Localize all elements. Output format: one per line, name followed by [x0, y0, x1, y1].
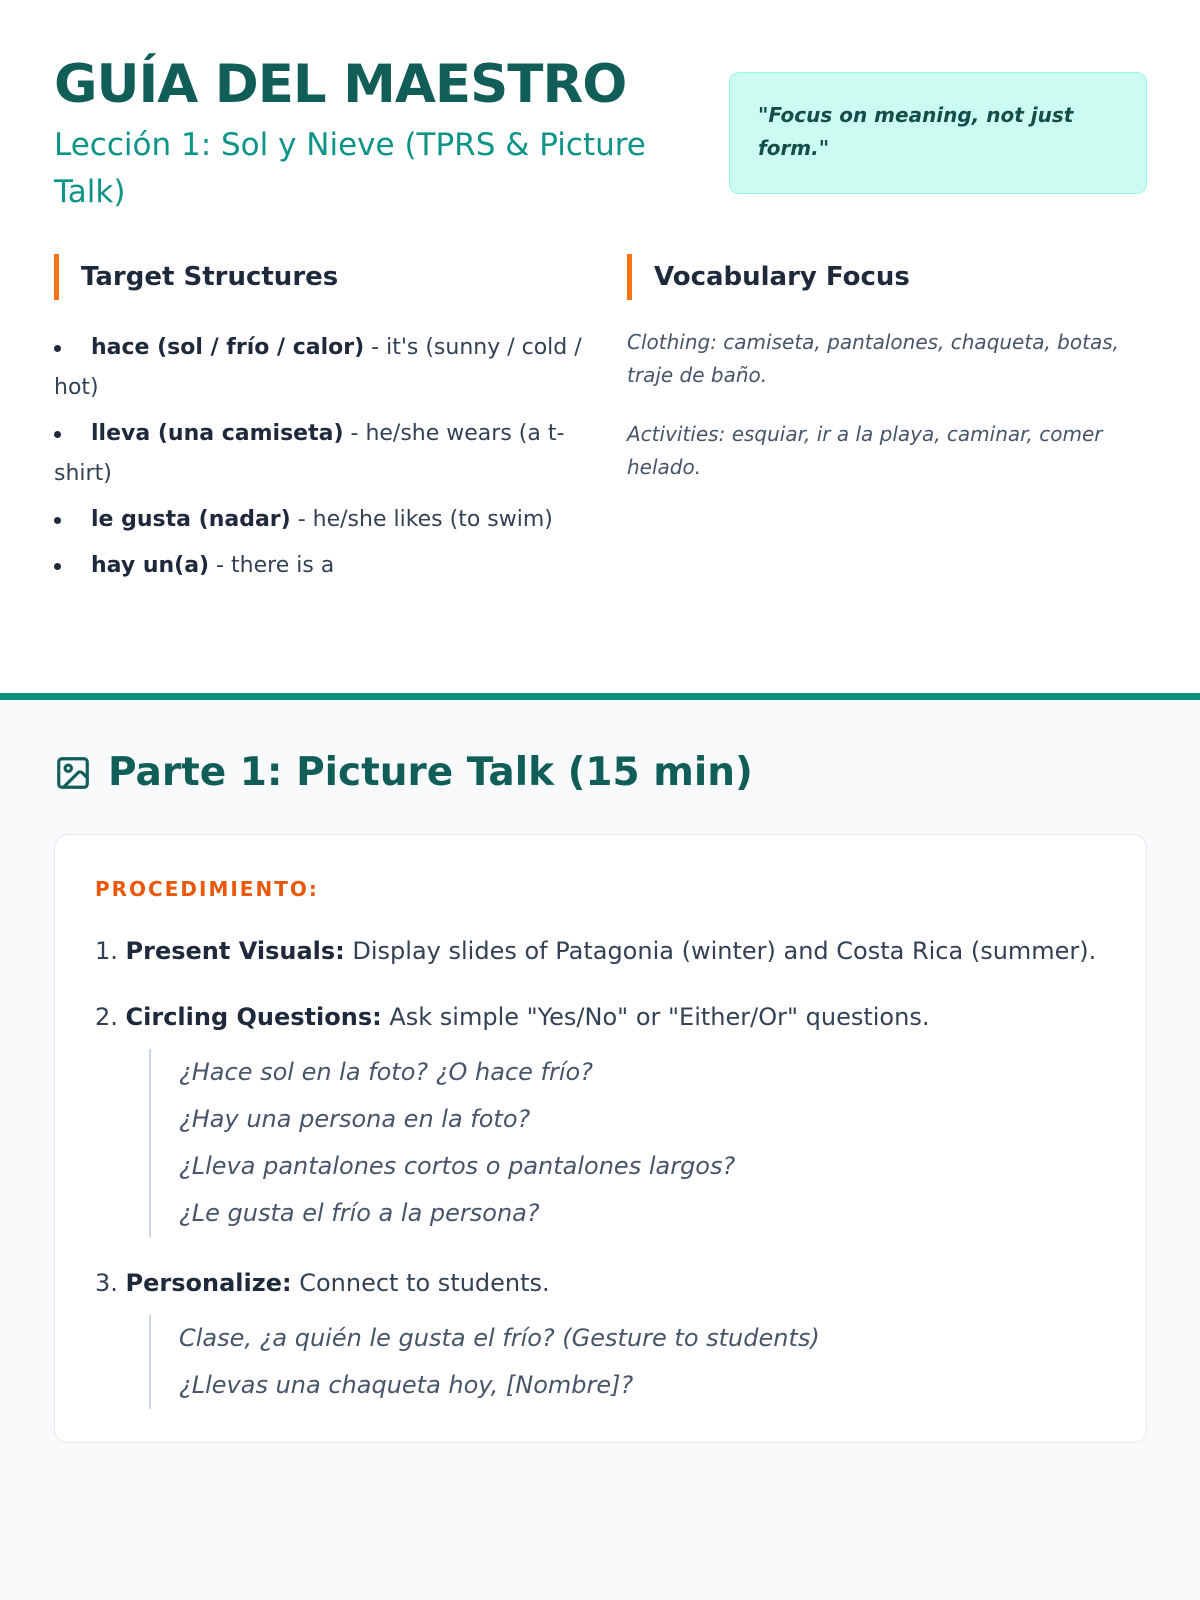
- step-text: Ask simple "Yes/No" or "Either/Or" questions.: [381, 1003, 930, 1031]
- structure-meaning: - it's (sunny / cold / hot): [54, 335, 582, 400]
- page-title: GUÍA DEL MAESTRO: [54, 54, 627, 115]
- circling-questions-list: [149, 1049, 1106, 1237]
- vocab-activities: Activities: esquiar, ir a la playa, caminar, comer helado.: [627, 422, 1103, 479]
- vocab-clothing: Clothing: camiseta, pantalones, chaqueta, botas, traje de baño.: [627, 330, 1119, 387]
- structure-term: hace (sol / frío / calor): [91, 335, 365, 360]
- section-divider: [0, 693, 1200, 700]
- question-item: Clase, ¿a quién le gusta el frío? (Gesture to students): [179, 1324, 820, 1352]
- structure-term: le gusta (nadar): [91, 507, 291, 532]
- part1-section: [0, 700, 1200, 1600]
- structure-meaning: - there is a: [209, 553, 335, 578]
- structure-term: lleva (una camiseta): [91, 421, 344, 446]
- step-number: 3.: [95, 1269, 126, 1297]
- list-item: [54, 328, 594, 408]
- vocabulary-focus-heading: Vocabulary Focus: [627, 254, 910, 300]
- question-item: ¿Hay una persona en la foto?: [179, 1105, 531, 1133]
- procedure-label: PROCEDIMIENTO:: [95, 877, 319, 901]
- step-text: Display slides of Patagonia (winter) and Costa Rica (summer).: [344, 937, 1097, 965]
- part1-title: Parte 1: Picture Talk (15 min): [108, 750, 753, 795]
- quote-text: "Focus on meaning, not just form.": [758, 103, 1074, 160]
- step-3: [95, 1267, 1106, 1299]
- procedure-card: [54, 834, 1147, 1443]
- step-number: 2.: [95, 1003, 126, 1031]
- question-item: ¿Llevas una chaqueta hoy, [Nombre]?: [179, 1371, 634, 1399]
- list-item: [54, 546, 594, 586]
- target-structures-heading: Target Structures: [54, 254, 338, 300]
- step-2: [95, 1001, 1106, 1033]
- question-item: ¿Lleva pantalones cortos o pantalones largos?: [179, 1152, 736, 1180]
- question-item: ¿Le gusta el frío a la persona?: [179, 1199, 540, 1227]
- structure-meaning: - he/she likes (to swim): [290, 507, 553, 532]
- vocabulary-focus-content: [627, 326, 1147, 510]
- list-item: [54, 500, 594, 540]
- step-label: Circling Questions:: [125, 1003, 382, 1031]
- header-section: [0, 0, 1200, 693]
- list-item: [54, 414, 594, 494]
- step-label: Present Visuals:: [125, 937, 345, 965]
- image-icon: [54, 754, 92, 792]
- part1-heading: [54, 750, 753, 795]
- question-item: ¿Hace sol en la foto? ¿O hace frío?: [179, 1058, 593, 1086]
- structure-term: hay un(a): [91, 553, 210, 578]
- lesson-subtitle: Lección 1: Sol y Nieve (TPRS & Picture Talk): [54, 127, 646, 210]
- target-structures-list: [54, 328, 594, 592]
- personalize-questions-list: [149, 1315, 1106, 1409]
- quote-box: [729, 72, 1147, 194]
- step-number: 1.: [95, 937, 126, 965]
- step-label: Personalize:: [125, 1269, 292, 1297]
- step-1: [95, 935, 1106, 967]
- step-text: Connect to students.: [291, 1269, 550, 1297]
- structure-meaning: - he/she wears (a t-shirt): [54, 421, 565, 486]
